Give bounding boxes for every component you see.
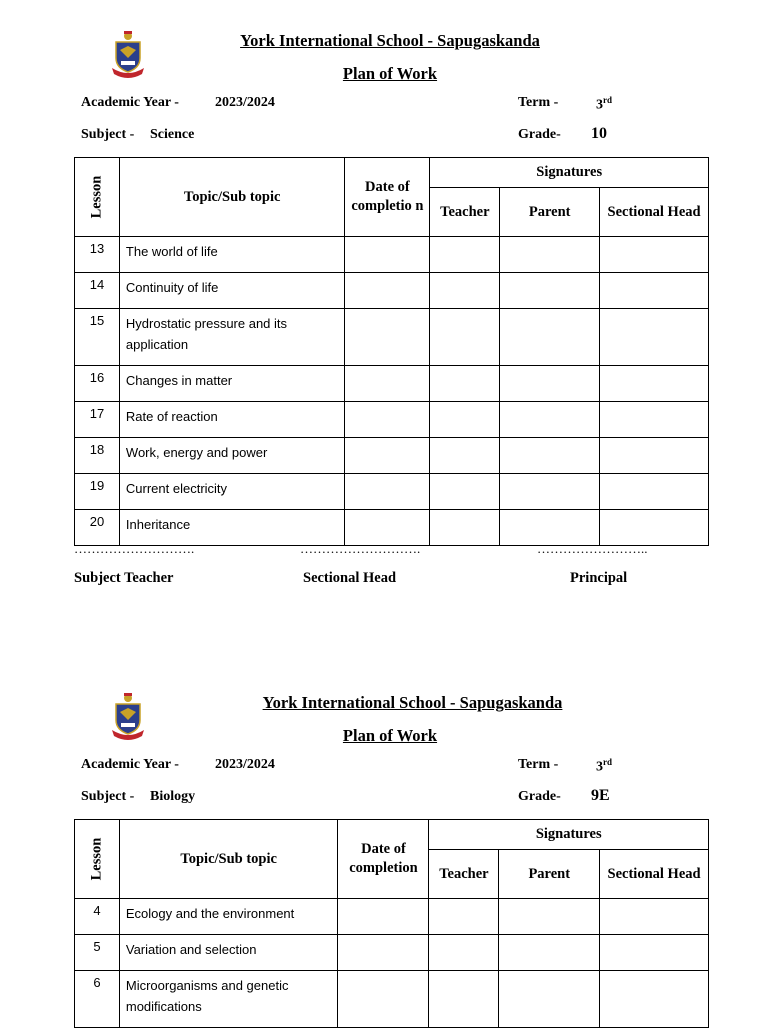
subject-teacher-label: Subject Teacher [74,570,174,586]
lesson-number: 18 [75,438,120,474]
date-cell[interactable] [345,402,430,438]
topic-cell: Changes in matter [119,366,345,402]
signatures-header: Signatures [430,158,709,188]
signatures-header: Signatures [429,820,709,850]
table-row [75,309,709,366]
date-cell[interactable] [345,474,430,510]
table-row [75,474,709,510]
term-value: 3rd [596,95,612,113]
parent-signature-cell[interactable] [500,366,600,402]
teacher-signature-cell[interactable] [430,510,500,546]
grade-value: 10 [591,125,607,142]
grade-value: 9E [591,787,610,804]
teacher-header: Teacher [430,188,500,237]
table-row [75,438,709,474]
teacher-signature-cell[interactable] [430,402,500,438]
date-header: Date of completion [338,820,429,899]
topic-cell: Microorganisms and genetic modifications [119,971,338,1028]
sectional-head-signature-cell[interactable] [600,438,709,474]
date-cell[interactable] [338,935,429,971]
school-name: York International School - Sapugaskanda [240,31,540,50]
teacher-header: Teacher [429,850,499,899]
parent-signature-cell[interactable] [500,237,600,273]
teacher-signature-cell[interactable] [429,935,499,971]
term-label: Term - [518,757,559,772]
sectional-head-signature-cell[interactable] [600,935,709,971]
plan-title: Plan of Work [342,726,438,745]
lesson-number: 13 [75,237,120,273]
parent-signature-cell[interactable] [500,402,600,438]
subject-value: Biology [150,789,196,804]
teacher-signature-cell[interactable] [430,474,500,510]
parent-signature-cell[interactable] [499,899,600,935]
teacher-signature-cell[interactable] [429,899,499,935]
date-cell[interactable] [338,899,429,935]
sectional-head-signature-cell[interactable] [600,402,709,438]
lesson-header: Lesson [75,820,120,899]
grade-label: Grade- [518,127,561,142]
lesson-number: 6 [75,971,120,1028]
topic-cell: Ecology and the environment [119,899,338,935]
parent-signature-cell[interactable] [499,935,600,971]
principal-label: Principal [570,570,628,586]
sectional-head-header: Sectional Head [600,188,709,237]
lesson-number: 16 [75,366,120,402]
grade-label: Grade- [518,789,561,804]
sectional-head-signature-cell[interactable] [600,899,709,935]
academic-year-label: Academic Year - [81,95,179,110]
topic-cell: Work, energy and power [119,438,345,474]
teacher-signature-cell[interactable] [430,366,500,402]
lesson-number: 17 [75,402,120,438]
date-cell[interactable] [338,971,429,1028]
table-row [75,971,709,1028]
date-cell[interactable] [345,438,430,474]
table-row [75,366,709,402]
academic-year-value: 2023/2024 [215,95,275,110]
topic-cell: The world of life [119,237,345,273]
sectional-head-signature-cell[interactable] [600,366,709,402]
table-row [75,402,709,438]
plan-table [74,157,709,546]
sectional-head-header: Sectional Head [600,850,709,899]
sectional-head-signature-cell[interactable] [600,474,709,510]
date-header: Date of completio n [345,158,430,237]
topic-cell: Rate of reaction [119,402,345,438]
plan-title: Plan of Work [342,64,438,83]
date-cell[interactable] [345,273,430,309]
table-row [75,899,709,935]
table-row [75,935,709,971]
school-name: York International School - Sapugaskanda [262,693,563,712]
subject-teacher-signature-line: ………………………. [74,541,195,556]
table-row [75,273,709,309]
sectional-head-signature-cell[interactable] [600,309,709,366]
subject-label: Subject - [81,127,135,142]
lesson-number: 4 [75,899,120,935]
plan-table [74,819,709,1028]
subject-label: Subject - [81,789,135,804]
lesson-number: 5 [75,935,120,971]
principal-signature-line: …………………….. [537,541,648,556]
sectional-head-label: Sectional Head [303,570,397,586]
topic-cell: Variation and selection [119,935,338,971]
term-value: 3rd [596,757,612,775]
topic-cell: Hydrostatic pressure and its application [119,309,345,366]
parent-signature-cell[interactable] [499,971,600,1028]
teacher-signature-cell[interactable] [430,273,500,309]
sectional-head-signature-cell[interactable] [600,971,709,1028]
date-cell[interactable] [345,366,430,402]
topic-header: Topic/Sub topic [119,158,345,237]
sectional-head-signature-cell[interactable] [600,273,709,309]
sectional-head-signature-line: ………………………. [300,541,421,556]
term-label: Term - [518,95,559,110]
sectional-head-signature-cell[interactable] [600,237,709,273]
lesson-number: 15 [75,309,120,366]
parent-signature-cell[interactable] [500,438,600,474]
topic-cell: Continuity of life [119,273,345,309]
parent-signature-cell[interactable] [500,273,600,309]
topic-cell: Inheritance [119,510,345,546]
parent-header: Parent [499,850,600,899]
subject-value: Science [150,127,195,142]
lesson-number: 20 [75,510,120,546]
academic-year-label: Academic Year - [81,757,179,772]
date-cell[interactable] [345,237,430,273]
table-row [75,237,709,273]
teacher-signature-cell[interactable] [430,237,500,273]
lesson-number: 14 [75,273,120,309]
parent-header: Parent [500,188,600,237]
lesson-number: 19 [75,474,120,510]
parent-signature-cell[interactable] [500,309,600,366]
topic-cell: Current electricity [119,474,345,510]
teacher-signature-cell[interactable] [430,309,500,366]
lesson-header: Lesson [75,158,120,237]
topic-header: Topic/Sub topic [119,820,338,899]
teacher-signature-cell[interactable] [429,971,499,1028]
date-cell[interactable] [345,309,430,366]
teacher-signature-cell[interactable] [430,438,500,474]
parent-signature-cell[interactable] [500,474,600,510]
academic-year-value: 2023/2024 [215,757,275,772]
